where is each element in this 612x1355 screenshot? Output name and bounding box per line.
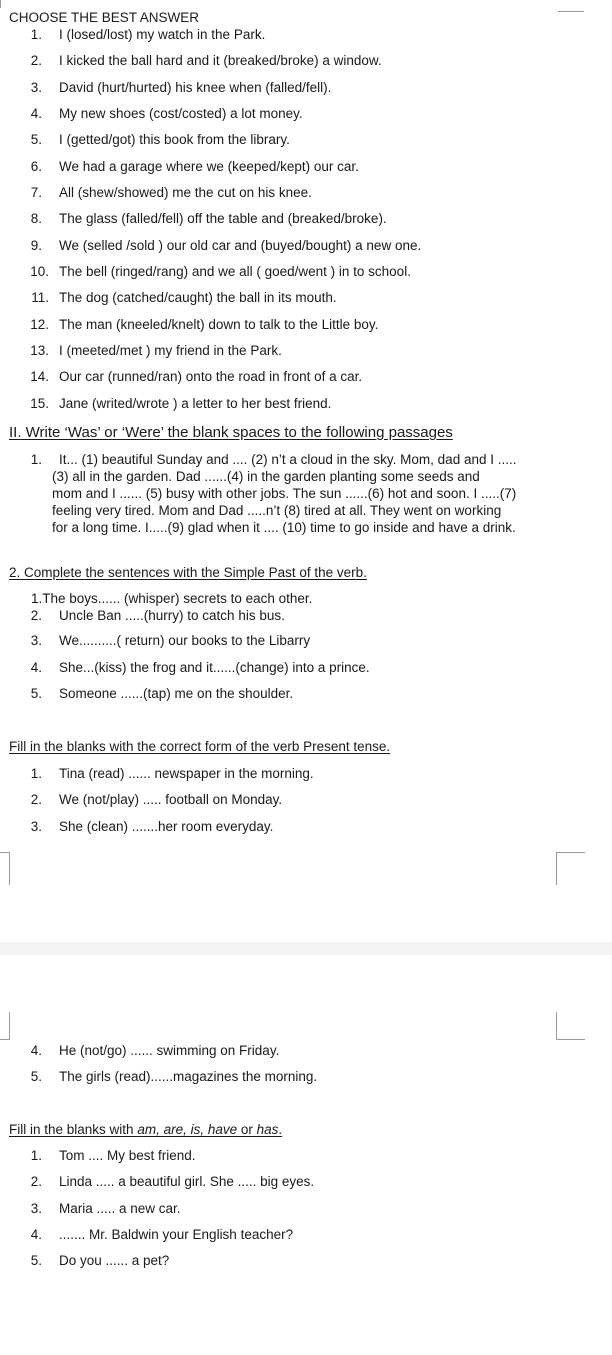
list-item: She...(kiss) the frog and it......(change) into a prince. bbox=[59, 660, 370, 675]
list-item: I (getted/got) this book from the library. bbox=[59, 132, 290, 147]
section2-heading: II. Write ‘Was’ or ‘Were’ the blank spaces to the following passages bbox=[9, 424, 453, 441]
crop-mark-top-left bbox=[0, 0, 5, 8]
list-item: Jane (writed/wrote ) a letter to her best friend. bbox=[59, 396, 332, 411]
page-gap bbox=[0, 942, 612, 955]
list-item-number: 6. bbox=[30, 159, 42, 174]
list-item-number: 1. bbox=[30, 766, 42, 781]
list-item: I (losed/lost) my watch in the Park. bbox=[59, 27, 266, 42]
heading-text: . bbox=[278, 1122, 283, 1137]
list-item-number: 3. bbox=[30, 633, 42, 648]
list-item-number: 14. bbox=[30, 369, 49, 384]
list-item: My new shoes (cost/costed) a lot money. bbox=[59, 106, 303, 121]
list-item: Do you ...... a pet? bbox=[59, 1253, 170, 1268]
list-item-number: 2. bbox=[30, 53, 42, 68]
list-item-number: 13. bbox=[30, 343, 49, 358]
list-item-number: 5. bbox=[30, 1069, 42, 1084]
passage-line: for a long time. I.....(9) glad when it .... (10) time to go inside and have a drink. bbox=[52, 520, 516, 535]
list-item-number: 4. bbox=[30, 660, 42, 675]
list-item: The man (kneeled/knelt) down to talk to the Little boy. bbox=[59, 317, 379, 332]
crop-mark-top-left bbox=[0, 1012, 10, 1040]
list-item-number: 4. bbox=[30, 106, 42, 121]
list-item: Linda ..... a beautiful girl. She ..... big eyes. bbox=[59, 1174, 315, 1189]
list-item: She (clean) .......her room everyday. bbox=[59, 819, 274, 834]
list-item-number: 10. bbox=[30, 264, 49, 279]
list-item-number: 1. bbox=[30, 1148, 42, 1163]
list-item-number: 1. bbox=[30, 27, 42, 42]
list-item-number: 15. bbox=[30, 396, 49, 411]
list-item-number: 9. bbox=[30, 238, 42, 253]
list-item-number: 2. bbox=[30, 608, 42, 623]
list-item: The bell (ringed/rang) and we all ( goed/went ) in to school. bbox=[59, 264, 411, 279]
list-item-number: 3. bbox=[30, 819, 42, 834]
crop-mark-top-right bbox=[558, 0, 584, 12]
crop-mark-top-right bbox=[556, 1012, 585, 1040]
list-item: ....... Mr. Baldwin your English teacher? bbox=[59, 1227, 294, 1242]
list-item: 1.The boys...... (whisper) secrets to each other. bbox=[31, 591, 313, 606]
list-item: The girls (read)......magazines the morning. bbox=[59, 1069, 318, 1084]
list-item: We had a garage where we (keeped/kept) our car. bbox=[59, 159, 359, 174]
heading-emphasis: has bbox=[256, 1122, 279, 1137]
passage-line: feeling very tired. Mom and Dad .....n’t (8) tired at all. They went on working bbox=[52, 503, 502, 518]
list-item-number: 8. bbox=[30, 211, 42, 226]
list-item: The glass (falled/fell) off the table and (breaked/broke). bbox=[59, 211, 387, 226]
worksheet-page-2 bbox=[0, 955, 612, 1355]
list-item-number: 2. bbox=[30, 1174, 42, 1189]
heading-text: or bbox=[237, 1122, 257, 1137]
list-item-number: 12. bbox=[30, 317, 49, 332]
section3-heading: 2. Complete the sentences with the Simple Past of the verb. bbox=[9, 565, 367, 580]
list-item: All (shew/showed) me the cut on his knee. bbox=[59, 185, 312, 200]
worksheet-title: CHOOSE THE BEST ANSWER bbox=[9, 10, 200, 25]
list-item: Uncle Ban .....(hurry) to catch his bus. bbox=[59, 608, 285, 623]
list-item: We..........( return) our books to the Libarry bbox=[59, 633, 311, 648]
list-item-number: 1. bbox=[30, 452, 42, 467]
list-item: The dog (catched/caught) the ball in its mouth. bbox=[59, 290, 337, 305]
passage-line: (3) all in the garden. Dad ......(4) in the garden planting some seeds and bbox=[52, 469, 480, 484]
list-item-number: 4. bbox=[30, 1043, 42, 1058]
passage-line: mom and I ...... (5) busy with other jobs. The sun ......(6) hot and soon. I .....(7) bbox=[52, 486, 517, 501]
list-item: He (not/go) ...... swimming on Friday. bbox=[59, 1043, 280, 1058]
list-item: Maria ..... a new car. bbox=[59, 1201, 181, 1216]
section5-heading bbox=[9, 1121, 282, 1138]
list-item: David (hurt/hurted) his knee when (falled/fell). bbox=[59, 80, 332, 95]
list-item-number: 3. bbox=[30, 1201, 42, 1216]
heading-emphasis: am, are, is, have bbox=[137, 1122, 238, 1137]
list-item-number: 2. bbox=[30, 792, 42, 807]
list-item: Tom .... My best friend. bbox=[59, 1148, 196, 1163]
heading-text: Fill in the blanks with bbox=[9, 1122, 138, 1137]
crop-mark-bottom-left bbox=[0, 852, 10, 885]
list-item: We (not/play) ..... football on Monday. bbox=[59, 792, 283, 807]
list-item: Tina (read) ...... newspaper in the morning. bbox=[59, 766, 314, 781]
list-item-number: 7. bbox=[30, 185, 42, 200]
list-item: We (selled /sold ) our old car and (buyed/bought) a new one. bbox=[59, 238, 422, 253]
list-item: Our car (runned/ran) onto the road in front of a car. bbox=[59, 369, 363, 384]
list-item-number: 5. bbox=[30, 686, 42, 701]
crop-mark-bottom-right bbox=[556, 852, 585, 885]
list-item: Someone ......(tap) me on the shoulder. bbox=[59, 686, 294, 701]
list-item-number: 5. bbox=[30, 132, 42, 147]
list-item-number: 11. bbox=[31, 290, 49, 305]
section4-heading: Fill in the blanks with the correct form of the verb Present tense. bbox=[9, 739, 391, 754]
list-item: I kicked the ball hard and it (breaked/broke) a window. bbox=[59, 53, 382, 68]
list-item-number: 3. bbox=[30, 80, 42, 95]
passage-line: It... (1) beautiful Sunday and .... (2) n’t a cloud in the sky. Mom, dad and I ..... bbox=[59, 452, 517, 467]
list-item: I (meeted/met ) my friend in the Park. bbox=[59, 343, 282, 358]
list-item-number: 4. bbox=[30, 1227, 42, 1242]
list-item-number: 5. bbox=[30, 1253, 42, 1268]
